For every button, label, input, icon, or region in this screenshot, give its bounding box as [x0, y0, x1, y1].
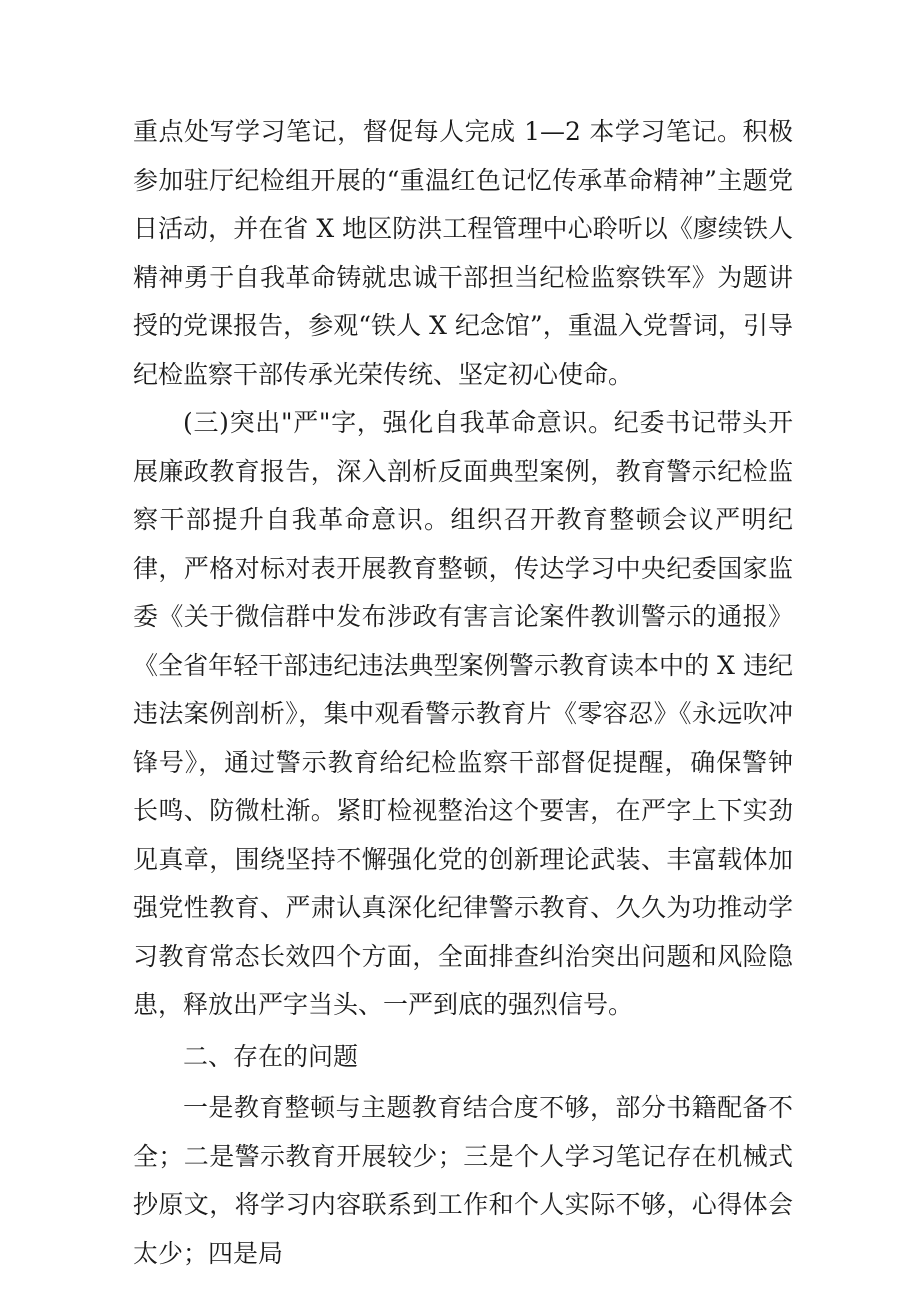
paragraph-problems-list: 一是教育整顿与主题教育结合度不够，部分书籍配备不全；二是警示教育开展较少；三是个人学习笔记存在机械式抄原文，将学习内容联系到工作和个人实际不够，心得体会太少；四是局 — [133, 1093, 793, 1268]
paragraph-study-notes: 重点处写学习笔记，督促每人完成 1—2 本学习笔记。积极参加驻厅纪检组开展的“重温红色记忆传承革命精神”主题党日活动，并在省 X 地区防洪工程管理中心聆听以《廖续铁人精神勇于自我革命铸就忠诚干部担当纪检监察铁军》为题讲授的党课报告，参观“铁人 X 纪念馆”，重温入党誓词，引导纪检监察干部传承光荣传统、坚定初心使命。 — [133, 117, 793, 389]
section-heading-existing-problems: 二、存在的问题 — [183, 1041, 359, 1071]
document-body — [133, 108, 793, 1278]
paragraph-strict-discipline: (三)突出"严"字，强化自我革命意识。纪委书记带头开展廉政教育报告，深入剖析反面典型案例，教育警示纪检监察干部提升自我革命意识。组织召开教育整顿会议严明纪律，严格对标对表开展教育整顿，传达学习中央纪委国家监委《关于微信群中发布涉政有害言论案件教训警示的通报》《全省年轻干部违纪违法典型案例警示教育读本中的 X 违纪违法案例剖析》，集中观看警示教育片《零容忍》《永远吹冲锋号》，通过警示教育给纪检监察干部督促提醒，确保警钟长鸣、防微杜渐。紧盯检视整治这个要害，在严字上下实劲见真章，围绕坚持不懈强化党的创新理论武装、丰富载体加强党性教育、严肃认真深化纪律警示教育、久久为功推动学习教育常态长效四个方面，全面排查纠治突出问题和风险隐患，释放出严字当头、一严到底的强烈信号。 — [133, 408, 793, 1019]
